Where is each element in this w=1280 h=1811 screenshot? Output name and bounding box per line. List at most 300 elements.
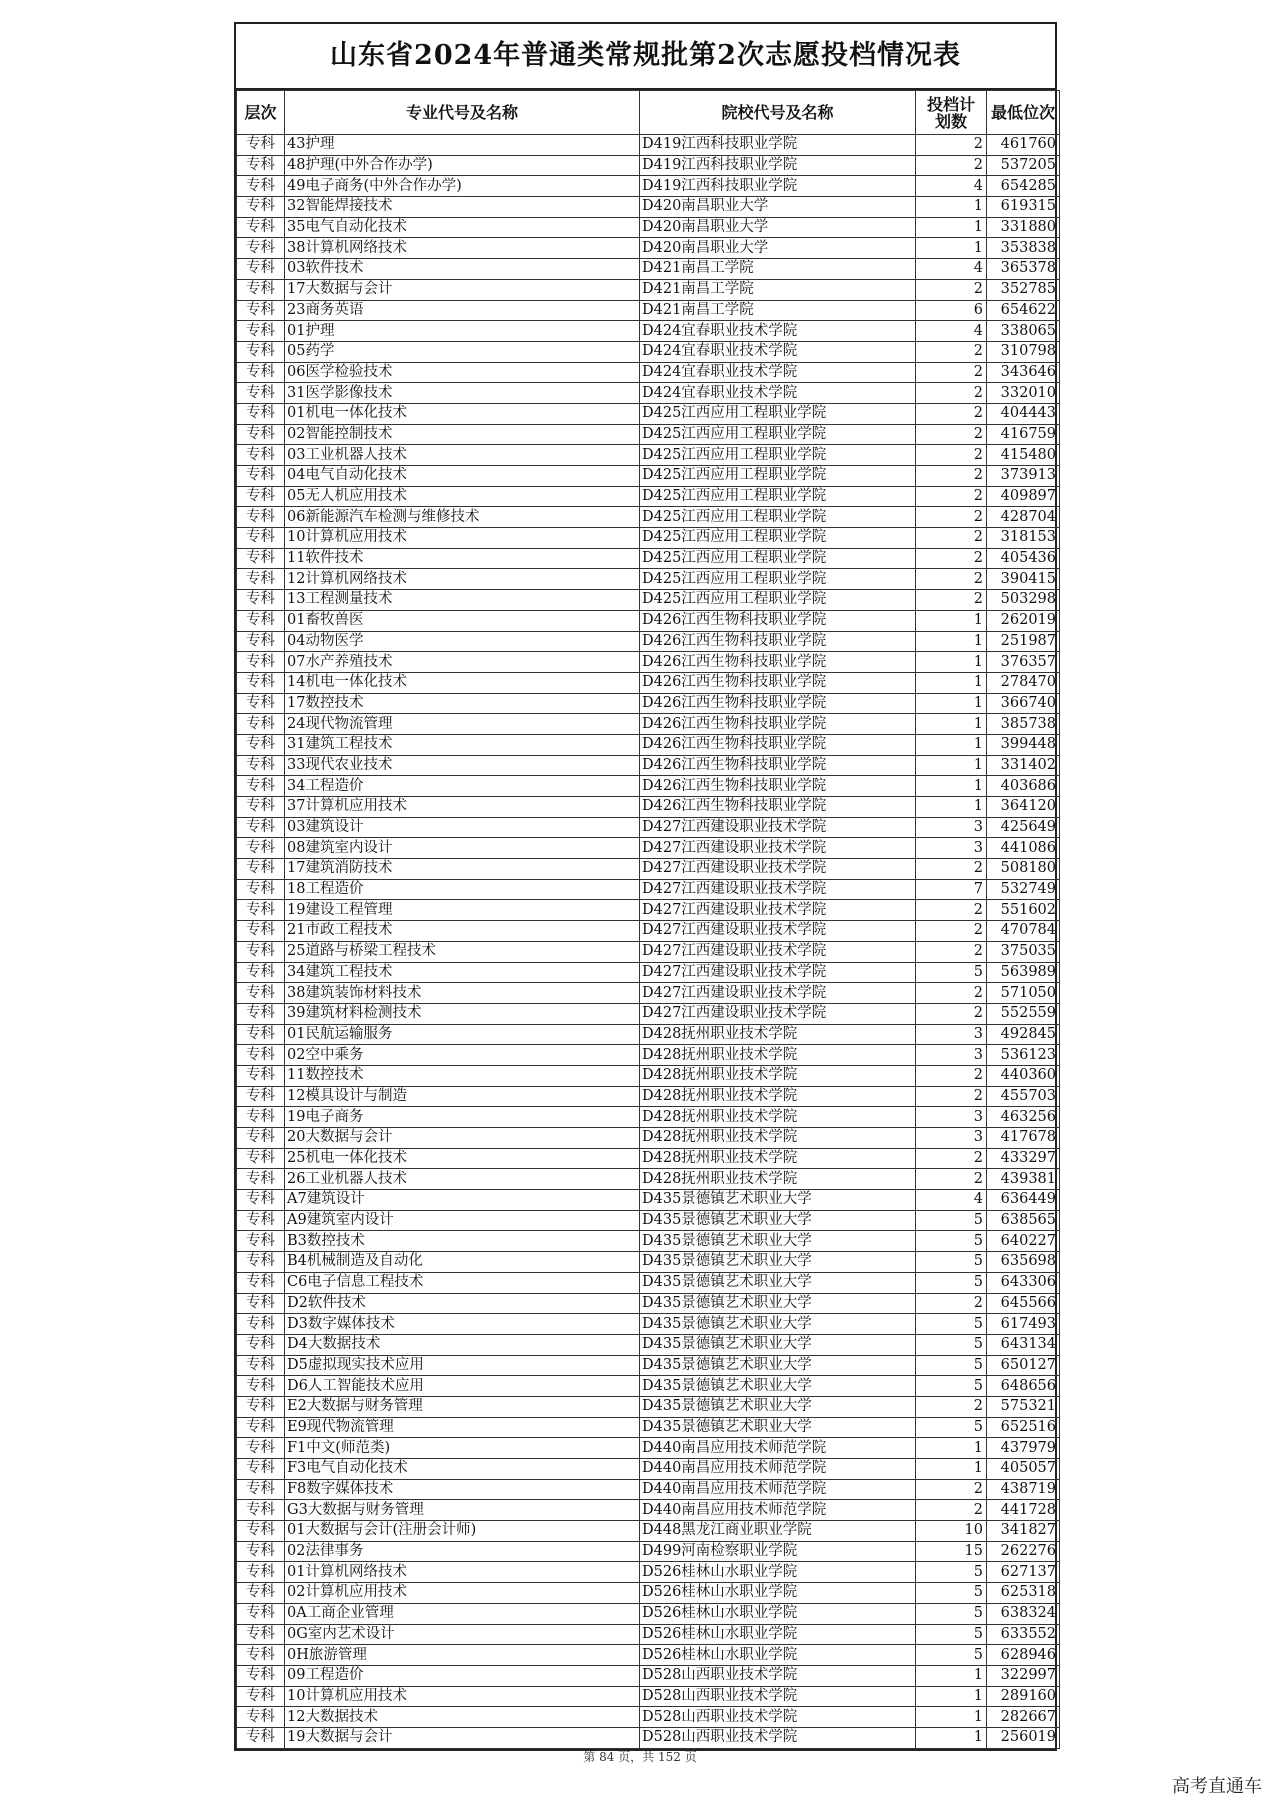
table-row xyxy=(237,652,1060,673)
table-row xyxy=(237,921,1060,942)
table-row xyxy=(237,403,1060,424)
cell-min-rank: 417678 xyxy=(987,1128,1060,1149)
cell-plan-count: 5 xyxy=(916,1583,987,1604)
table-row xyxy=(237,1086,1060,1107)
cell-level: 专科 xyxy=(237,1707,285,1728)
table-row xyxy=(237,693,1060,714)
cell-level: 专科 xyxy=(237,1293,285,1314)
cell-min-rank: 338065 xyxy=(987,321,1060,342)
cell-min-rank: 409897 xyxy=(987,486,1060,507)
cell-level: 专科 xyxy=(237,941,285,962)
cell-plan-count: 2 xyxy=(916,1148,987,1169)
cell-school: D526桂林山水职业学院 xyxy=(640,1603,916,1624)
cell-level: 专科 xyxy=(237,1438,285,1459)
cell-plan-count: 2 xyxy=(916,859,987,880)
cell-school: D526桂林山水职业学院 xyxy=(640,1645,916,1666)
table-row xyxy=(237,1500,1060,1521)
cell-min-rank: 256019 xyxy=(987,1727,1060,1748)
cell-level: 专科 xyxy=(237,1479,285,1500)
cell-level: 专科 xyxy=(237,838,285,859)
cell-major: 04动物医学 xyxy=(285,631,640,652)
cell-plan-count: 1 xyxy=(916,693,987,714)
cell-plan-count: 2 xyxy=(916,383,987,404)
cell-major: A7建筑设计 xyxy=(285,1190,640,1211)
cell-school: D427江西建设职业技术学院 xyxy=(640,838,916,859)
cell-level: 专科 xyxy=(237,879,285,900)
cell-min-rank: 640227 xyxy=(987,1231,1060,1252)
cell-min-rank: 645566 xyxy=(987,1293,1060,1314)
table-row xyxy=(237,197,1060,218)
cell-min-rank: 433297 xyxy=(987,1148,1060,1169)
cell-level: 专科 xyxy=(237,445,285,466)
cell-school: D435景德镇艺术职业大学 xyxy=(640,1252,916,1273)
cell-plan-count: 2 xyxy=(916,486,987,507)
header-major: 专业代号及名称 xyxy=(285,91,640,135)
cell-plan-count: 2 xyxy=(916,507,987,528)
cell-level: 专科 xyxy=(237,1045,285,1066)
cell-major: 31医学影像技术 xyxy=(285,383,640,404)
cell-school: D428抚州职业技术学院 xyxy=(640,1086,916,1107)
cell-plan-count: 5 xyxy=(916,1417,987,1438)
table-row xyxy=(237,776,1060,797)
cell-plan-count: 5 xyxy=(916,1210,987,1231)
cell-major: 39建筑材料检测技术 xyxy=(285,1003,640,1024)
cell-min-rank: 643306 xyxy=(987,1272,1060,1293)
cell-level: 专科 xyxy=(237,1148,285,1169)
cell-min-rank: 617493 xyxy=(987,1314,1060,1335)
table-row xyxy=(237,279,1060,300)
cell-school: D427江西建设职业技术学院 xyxy=(640,941,916,962)
cell-school: D426江西生物科技职业学院 xyxy=(640,776,916,797)
cell-plan-count: 5 xyxy=(916,1231,987,1252)
cell-major: 25道路与桥梁工程技术 xyxy=(285,941,640,962)
cell-school: D426江西生物科技职业学院 xyxy=(640,610,916,631)
cell-school: D435景德镇艺术职业大学 xyxy=(640,1293,916,1314)
cell-min-rank: 455703 xyxy=(987,1086,1060,1107)
page-title: 山东省2024年普通类常规批第2次志愿投档情况表 xyxy=(236,24,1055,90)
cell-min-rank: 318153 xyxy=(987,528,1060,549)
cell-min-rank: 575321 xyxy=(987,1396,1060,1417)
cell-major: 34工程造价 xyxy=(285,776,640,797)
cell-major: 05无人机应用技术 xyxy=(285,486,640,507)
cell-level: 专科 xyxy=(237,197,285,218)
cell-plan-count: 5 xyxy=(916,1603,987,1624)
cell-plan-count: 5 xyxy=(916,1252,987,1273)
cell-level: 专科 xyxy=(237,424,285,445)
cell-level: 专科 xyxy=(237,341,285,362)
cell-plan-count: 1 xyxy=(916,1665,987,1686)
table-row xyxy=(237,1107,1060,1128)
cell-level: 专科 xyxy=(237,279,285,300)
cell-level: 专科 xyxy=(237,755,285,776)
cell-plan-count: 2 xyxy=(916,900,987,921)
cell-plan-count: 5 xyxy=(916,1624,987,1645)
cell-plan-count: 1 xyxy=(916,217,987,238)
cell-major: 49电子商务(中外合作办学) xyxy=(285,176,640,197)
cell-major: 19大数据与会计 xyxy=(285,1727,640,1748)
table-row xyxy=(237,445,1060,466)
cell-plan-count: 1 xyxy=(916,755,987,776)
cell-level: 专科 xyxy=(237,900,285,921)
cell-level: 专科 xyxy=(237,1272,285,1293)
cell-school: D440南昌应用技术师范学院 xyxy=(640,1500,916,1521)
score-table-sheet xyxy=(234,22,1057,1751)
cell-plan-count: 5 xyxy=(916,1272,987,1293)
cell-level: 专科 xyxy=(237,259,285,280)
table-row xyxy=(237,610,1060,631)
table-row xyxy=(237,300,1060,321)
cell-major: 03软件技术 xyxy=(285,259,640,280)
cell-major: 12大数据技术 xyxy=(285,1707,640,1728)
cell-min-rank: 364120 xyxy=(987,797,1060,818)
cell-major: 01计算机网络技术 xyxy=(285,1562,640,1583)
table-row xyxy=(237,1045,1060,1066)
cell-plan-count: 2 xyxy=(916,424,987,445)
cell-major: 02智能控制技术 xyxy=(285,424,640,445)
table-row xyxy=(237,1645,1060,1666)
cell-school: D526桂林山水职业学院 xyxy=(640,1562,916,1583)
cell-plan-count: 3 xyxy=(916,1107,987,1128)
cell-plan-count: 1 xyxy=(916,776,987,797)
cell-major: 0A工商企业管理 xyxy=(285,1603,640,1624)
cell-school: D428抚州职业技术学院 xyxy=(640,1107,916,1128)
cell-major: 0G室内艺术设计 xyxy=(285,1624,640,1645)
table-row xyxy=(237,1003,1060,1024)
cell-level: 专科 xyxy=(237,714,285,735)
cell-school: D425江西应用工程职业学院 xyxy=(640,445,916,466)
table-row xyxy=(237,1272,1060,1293)
cell-min-rank: 341827 xyxy=(987,1521,1060,1542)
table-row xyxy=(237,1128,1060,1149)
cell-major: 08建筑室内设计 xyxy=(285,838,640,859)
table-row xyxy=(237,1314,1060,1335)
table-row xyxy=(237,1376,1060,1397)
cell-level: 专科 xyxy=(237,507,285,528)
cell-level: 专科 xyxy=(237,569,285,590)
cell-plan-count: 1 xyxy=(916,1686,987,1707)
cell-school: D428抚州职业技术学院 xyxy=(640,1065,916,1086)
cell-school: D425江西应用工程职业学院 xyxy=(640,424,916,445)
cell-school: D427江西建设职业技术学院 xyxy=(640,921,916,942)
table-row xyxy=(237,941,1060,962)
cell-major: 12模具设计与制造 xyxy=(285,1086,640,1107)
cell-min-rank: 390415 xyxy=(987,569,1060,590)
cell-plan-count: 10 xyxy=(916,1521,987,1542)
cell-min-rank: 552559 xyxy=(987,1003,1060,1024)
cell-school: D426江西生物科技职业学院 xyxy=(640,672,916,693)
cell-major: 01民航运输服务 xyxy=(285,1024,640,1045)
cell-level: 专科 xyxy=(237,1355,285,1376)
cell-min-rank: 282667 xyxy=(987,1707,1060,1728)
cell-plan-count: 2 xyxy=(916,528,987,549)
cell-school: D426江西生物科技职业学院 xyxy=(640,734,916,755)
cell-min-rank: 470784 xyxy=(987,921,1060,942)
cell-plan-count: 1 xyxy=(916,631,987,652)
cell-level: 专科 xyxy=(237,1500,285,1521)
table-row xyxy=(237,755,1060,776)
cell-level: 专科 xyxy=(237,962,285,983)
cell-major: 38计算机网络技术 xyxy=(285,238,640,259)
cell-level: 专科 xyxy=(237,300,285,321)
cell-plan-count: 4 xyxy=(916,259,987,280)
cell-school: D426江西生物科技职业学院 xyxy=(640,755,916,776)
cell-school: D426江西生物科技职业学院 xyxy=(640,714,916,735)
table-row xyxy=(237,1521,1060,1542)
cell-level: 专科 xyxy=(237,1169,285,1190)
table-body xyxy=(237,135,1060,1749)
cell-level: 专科 xyxy=(237,135,285,156)
cell-school: D427江西建设职业技术学院 xyxy=(640,817,916,838)
cell-level: 专科 xyxy=(237,1417,285,1438)
cell-level: 专科 xyxy=(237,383,285,404)
cell-plan-count: 5 xyxy=(916,1376,987,1397)
cell-major: 13工程测量技术 xyxy=(285,590,640,611)
cell-level: 专科 xyxy=(237,859,285,880)
table-row xyxy=(237,734,1060,755)
cell-min-rank: 537205 xyxy=(987,155,1060,176)
cell-level: 专科 xyxy=(237,1376,285,1397)
cell-plan-count: 1 xyxy=(916,1727,987,1748)
cell-major: C6电子信息工程技术 xyxy=(285,1272,640,1293)
cell-min-rank: 405436 xyxy=(987,548,1060,569)
cell-min-rank: 278470 xyxy=(987,672,1060,693)
cell-level: 专科 xyxy=(237,1645,285,1666)
cell-level: 专科 xyxy=(237,1459,285,1480)
cell-plan-count: 3 xyxy=(916,817,987,838)
cell-school: D427江西建设职业技术学院 xyxy=(640,859,916,880)
cell-plan-count: 1 xyxy=(916,197,987,218)
table-row xyxy=(237,1459,1060,1480)
cell-plan-count: 5 xyxy=(916,1334,987,1355)
cell-plan-count: 2 xyxy=(916,279,987,300)
cell-major: 21市政工程技术 xyxy=(285,921,640,942)
table-row xyxy=(237,859,1060,880)
cell-level: 专科 xyxy=(237,921,285,942)
cell-major: A9建筑室内设计 xyxy=(285,1210,640,1231)
cell-major: 38建筑装饰材料技术 xyxy=(285,983,640,1004)
cell-plan-count: 2 xyxy=(916,1396,987,1417)
admission-table xyxy=(236,90,1060,1749)
cell-major: 17数控技术 xyxy=(285,693,640,714)
cell-major: 12计算机网络技术 xyxy=(285,569,640,590)
cell-level: 专科 xyxy=(237,1065,285,1086)
cell-major: F8数字媒体技术 xyxy=(285,1479,640,1500)
cell-level: 专科 xyxy=(237,466,285,487)
cell-level: 专科 xyxy=(237,1334,285,1355)
cell-major: 17大数据与会计 xyxy=(285,279,640,300)
cell-level: 专科 xyxy=(237,1686,285,1707)
cell-major: 35电气自动化技术 xyxy=(285,217,640,238)
cell-min-rank: 289160 xyxy=(987,1686,1060,1707)
cell-level: 专科 xyxy=(237,1314,285,1335)
cell-major: 34建筑工程技术 xyxy=(285,962,640,983)
cell-min-rank: 492845 xyxy=(987,1024,1060,1045)
cell-level: 专科 xyxy=(237,652,285,673)
table-row xyxy=(237,528,1060,549)
cell-school: D428抚州职业技术学院 xyxy=(640,1148,916,1169)
cell-major: D2软件技术 xyxy=(285,1293,640,1314)
cell-min-rank: 365378 xyxy=(987,259,1060,280)
cell-min-rank: 376357 xyxy=(987,652,1060,673)
cell-major: 19电子商务 xyxy=(285,1107,640,1128)
cell-major: 09工程造价 xyxy=(285,1665,640,1686)
cell-level: 专科 xyxy=(237,548,285,569)
cell-min-rank: 571050 xyxy=(987,983,1060,1004)
cell-level: 专科 xyxy=(237,1541,285,1562)
cell-plan-count: 3 xyxy=(916,838,987,859)
cell-school: D424宜春职业技术学院 xyxy=(640,362,916,383)
table-row xyxy=(237,983,1060,1004)
cell-level: 专科 xyxy=(237,238,285,259)
cell-min-rank: 439381 xyxy=(987,1169,1060,1190)
cell-school: D425江西应用工程职业学院 xyxy=(640,466,916,487)
cell-major: 11数控技术 xyxy=(285,1065,640,1086)
cell-major: 26工业机器人技术 xyxy=(285,1169,640,1190)
cell-min-rank: 638324 xyxy=(987,1603,1060,1624)
cell-level: 专科 xyxy=(237,1210,285,1231)
cell-min-rank: 636449 xyxy=(987,1190,1060,1211)
cell-school: D435景德镇艺术职业大学 xyxy=(640,1417,916,1438)
cell-plan-count: 5 xyxy=(916,962,987,983)
cell-min-rank: 652516 xyxy=(987,1417,1060,1438)
cell-plan-count: 2 xyxy=(916,445,987,466)
cell-min-rank: 332010 xyxy=(987,383,1060,404)
cell-min-rank: 619315 xyxy=(987,197,1060,218)
cell-major: G3大数据与财务管理 xyxy=(285,1500,640,1521)
cell-major: 18工程造价 xyxy=(285,879,640,900)
table-row xyxy=(237,217,1060,238)
cell-major: 05药学 xyxy=(285,341,640,362)
table-row xyxy=(237,1603,1060,1624)
cell-major: F3电气自动化技术 xyxy=(285,1459,640,1480)
cell-school: D528山西职业技术学院 xyxy=(640,1686,916,1707)
cell-level: 专科 xyxy=(237,403,285,424)
cell-school: D427江西建设职业技术学院 xyxy=(640,962,916,983)
cell-major: 01护理 xyxy=(285,321,640,342)
cell-major: 02空中乘务 xyxy=(285,1045,640,1066)
cell-school: D427江西建设职业技术学院 xyxy=(640,879,916,900)
cell-plan-count: 2 xyxy=(916,590,987,611)
table-row xyxy=(237,1707,1060,1728)
cell-level: 专科 xyxy=(237,776,285,797)
cell-level: 专科 xyxy=(237,734,285,755)
table-row xyxy=(237,1438,1060,1459)
table-row xyxy=(237,900,1060,921)
cell-school: D440南昌应用技术师范学院 xyxy=(640,1479,916,1500)
cell-level: 专科 xyxy=(237,1252,285,1273)
cell-min-rank: 633552 xyxy=(987,1624,1060,1645)
cell-min-rank: 262276 xyxy=(987,1541,1060,1562)
cell-school: D428抚州职业技术学院 xyxy=(640,1128,916,1149)
cell-level: 专科 xyxy=(237,817,285,838)
cell-min-rank: 441086 xyxy=(987,838,1060,859)
cell-min-rank: 508180 xyxy=(987,859,1060,880)
cell-school: D435景德镇艺术职业大学 xyxy=(640,1355,916,1376)
cell-plan-count: 3 xyxy=(916,1045,987,1066)
cell-min-rank: 441728 xyxy=(987,1500,1060,1521)
cell-school: D425江西应用工程职业学院 xyxy=(640,486,916,507)
cell-level: 专科 xyxy=(237,1086,285,1107)
cell-school: D426江西生物科技职业学院 xyxy=(640,631,916,652)
cell-school: D421南昌工学院 xyxy=(640,259,916,280)
cell-school: D424宜春职业技术学院 xyxy=(640,341,916,362)
cell-level: 专科 xyxy=(237,176,285,197)
cell-min-rank: 437979 xyxy=(987,1438,1060,1459)
cell-school: D528山西职业技术学院 xyxy=(640,1665,916,1686)
table-row xyxy=(237,1210,1060,1231)
cell-school: D526桂林山水职业学院 xyxy=(640,1624,916,1645)
cell-plan-count: 2 xyxy=(916,341,987,362)
cell-plan-count: 1 xyxy=(916,714,987,735)
cell-major: 02计算机应用技术 xyxy=(285,1583,640,1604)
cell-major: 37计算机应用技术 xyxy=(285,797,640,818)
cell-plan-count: 2 xyxy=(916,466,987,487)
cell-plan-count: 5 xyxy=(916,1562,987,1583)
cell-major: 10计算机应用技术 xyxy=(285,1686,640,1707)
table-row xyxy=(237,1686,1060,1707)
cell-min-rank: 352785 xyxy=(987,279,1060,300)
cell-school: D424宜春职业技术学院 xyxy=(640,383,916,404)
cell-major: 0H旅游管理 xyxy=(285,1645,640,1666)
cell-min-rank: 628946 xyxy=(987,1645,1060,1666)
cell-plan-count: 2 xyxy=(916,569,987,590)
cell-major: 24现代物流管理 xyxy=(285,714,640,735)
cell-major: 04电气自动化技术 xyxy=(285,466,640,487)
table-row xyxy=(237,548,1060,569)
cell-major: 25机电一体化技术 xyxy=(285,1148,640,1169)
cell-plan-count: 1 xyxy=(916,1707,987,1728)
table-row xyxy=(237,838,1060,859)
cell-min-rank: 643134 xyxy=(987,1334,1060,1355)
cell-level: 专科 xyxy=(237,486,285,507)
cell-major: 01畜牧兽医 xyxy=(285,610,640,631)
cell-min-rank: 373913 xyxy=(987,466,1060,487)
cell-school: D428抚州职业技术学院 xyxy=(640,1024,916,1045)
table-row xyxy=(237,321,1060,342)
cell-major: 33现代农业技术 xyxy=(285,755,640,776)
cell-level: 专科 xyxy=(237,672,285,693)
cell-plan-count: 1 xyxy=(916,734,987,755)
cell-major: E9现代物流管理 xyxy=(285,1417,640,1438)
cell-min-rank: 403686 xyxy=(987,776,1060,797)
table-row xyxy=(237,424,1060,445)
cell-plan-count: 2 xyxy=(916,941,987,962)
cell-major: 14机电一体化技术 xyxy=(285,672,640,693)
cell-min-rank: 428704 xyxy=(987,507,1060,528)
cell-major: D4大数据技术 xyxy=(285,1334,640,1355)
cell-level: 专科 xyxy=(237,1190,285,1211)
cell-school: D425江西应用工程职业学院 xyxy=(640,569,916,590)
cell-school: D528山西职业技术学院 xyxy=(640,1727,916,1748)
table-row xyxy=(237,383,1060,404)
cell-major: 17建筑消防技术 xyxy=(285,859,640,880)
header-plan-count-label: 投档计划数 xyxy=(926,94,975,131)
table-row xyxy=(237,569,1060,590)
cell-level: 专科 xyxy=(237,155,285,176)
table-row xyxy=(237,1479,1060,1500)
cell-plan-count: 1 xyxy=(916,238,987,259)
cell-min-rank: 503298 xyxy=(987,590,1060,611)
cell-level: 专科 xyxy=(237,1583,285,1604)
cell-major: 02法律事务 xyxy=(285,1541,640,1562)
cell-plan-count: 5 xyxy=(916,1314,987,1335)
cell-plan-count: 4 xyxy=(916,321,987,342)
table-row xyxy=(237,817,1060,838)
cell-plan-count: 1 xyxy=(916,652,987,673)
cell-major: 01大数据与会计(注册会计师) xyxy=(285,1521,640,1542)
table-row xyxy=(237,238,1060,259)
table-row xyxy=(237,176,1060,197)
